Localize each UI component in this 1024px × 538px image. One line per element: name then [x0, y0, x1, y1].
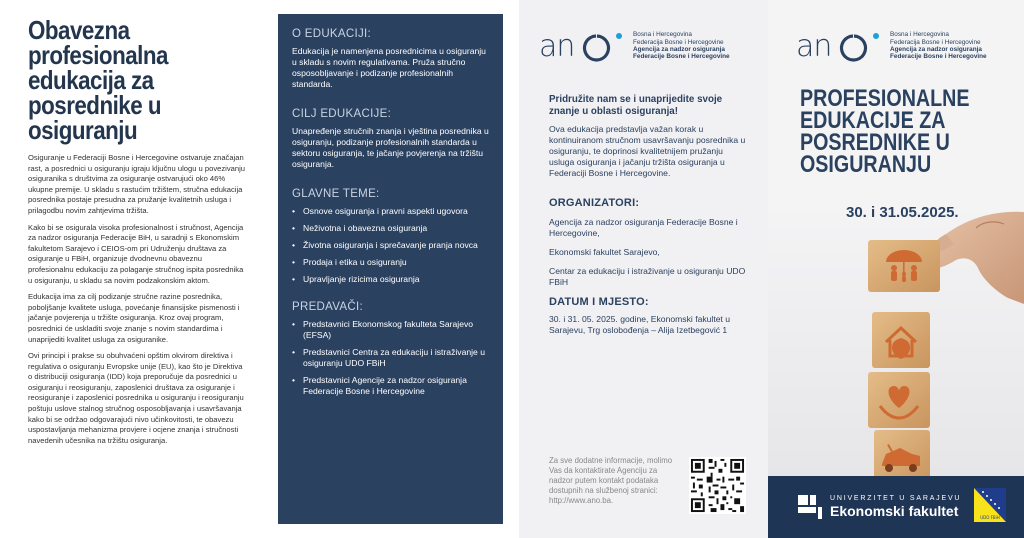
list-item: Ekonomski fakultet Sarajevo, [549, 247, 660, 257]
topics-heading: GLAVNE TEME: [292, 188, 380, 200]
speakers-heading: PREDAVAČI: [292, 301, 363, 313]
list-item: • Osnove osiguranja i pravni aspekti ugovora [292, 206, 489, 217]
speakers-list [292, 319, 489, 397]
goal-heading: CILJ EDUKACIJE: [292, 108, 392, 120]
list-item: • Prodaja i etika u osiguranju [292, 257, 489, 268]
join-intro: Ova edukacija predstavlja važan korak u kontinuiranom stručnom usavršavanju posrednika u osiguranju, te doprinosi kvalitetnijem pružanju usluga osiguranja i jačanju tržišta osiguranja u Federaciji Bosne i Hercegovine. [549, 124, 746, 178]
list-item: • Predstavnici Agencije za nadzor osiguranja Federacije Bosne i Hercegovine [292, 375, 489, 397]
ano-logo-text: Bosna i Hercegovina Federacija Bosne i Hercegovine Agencija za nadzor osiguranja Federacije Bosne i Hercegovine [890, 31, 987, 61]
cover-title: PROFESIONALNE EDUKACIJE ZA POSREDNIKE U OSIGURANJU [800, 85, 970, 178]
goal-text: Unapređenje stručnih znanja i vještina posrednika u osiguranju, podizanje profesionalnih standarda u sektoru osiguranja, te jačanje povjerenja na tržištu osiguranja. [292, 126, 489, 169]
details-panel [278, 14, 503, 524]
udo-fbih-logo [974, 488, 1006, 522]
date-text: 30. i 31. 05. 2025. godine, Ekonomski fakultet u Sarajevu, Trg oslobođenja – Alija Izetbegović 1 [549, 314, 731, 335]
list-item: • Životna osiguranja i sprečavanje pranja novca [292, 240, 489, 251]
list-item: • Upravljanje rizicima osiguranja [292, 274, 489, 285]
intro-paragraph: Edukacija ima za cilj podizanje stručne razine posrednika, poboljšanje kvalitete usluga, povećanje finansijske pismenosti i jačanje povjerenja u tržište osiguranja. Kroz ovaj program, posrednici će uskladiti svoje znanje s novim standardima i unaprijediti kvalitet usluga za osiguranike. [28, 292, 240, 344]
svg-text:UDO FBiH: UDO FBiH [980, 515, 1000, 520]
speakers-section [292, 301, 489, 397]
university-emblem-icon [798, 495, 822, 519]
about-heading: O EDUKACIJI: [292, 28, 372, 40]
intro-paragraph: Osiguranje u Federaciji Bosne i Hercegovine ostvaruje značajan rast, a posrednici u osiguranju igraju ključnu ulogu u povezivanju osiguranika s društvima za osiguranje ostvarujući oko 46% ukupne premije. U skladu s rastućim tržištem, stručna edukacija posrednika postaje presudna za pružanje kvalitetnih usluga i prilagodbu novim zahtjevima tržišta. [28, 153, 245, 215]
organizers-list [549, 217, 750, 288]
list-item: • Predstavnici Ekonomskog fakulteta Sarajevo (EFSA) [292, 319, 489, 341]
ano-logo-mark [796, 30, 882, 62]
topics-section [292, 188, 489, 285]
intro-paragraph: Kako bi se osigurala visoka profesionalnost i stručnost, Agencija za nadzor osiguranja Federacije BiH, u saradnji s Ekonomskim fakultetom Sarajevo i CEIOS-om pri Udruženju društava za osiguranje u FBiH, organizuje dvodnevnu obaveznu profesionalnu edukaciju za polaganje stručnog ispita posrednika u osiguranju, u skladu sa novim podzakonskim aktom. [28, 222, 244, 285]
cover-footer [768, 476, 1024, 538]
topics-list [292, 206, 489, 285]
organizers-heading: ORGANIZATORI: [549, 197, 640, 209]
intro-panel [0, 0, 263, 538]
university-name: UNIVERZITET U SARAJEVU [830, 495, 962, 502]
goal-section [292, 108, 489, 170]
intro-body [28, 153, 245, 446]
contact-text: Za sve dodatne informacije, molimo Vas da kontaktirate Agenciju za nadzor putem kontakt podataka dostupnih na službenoj stranici: http://www.ano.ba. [549, 456, 673, 505]
ano-logo [796, 30, 987, 62]
about-text: Edukacija je namenjena posrednicima u osiguranju u skladu s novim regulativama. Pruža stručno osposobljavanje i podizanje profesionalnih standarda. [292, 46, 486, 89]
list-item: • Neživotna i obavezna osiguranja [292, 223, 489, 234]
university-logo [798, 495, 961, 519]
main-heading: Obavezna profesionalna edukacija za posrednike u osiguranju [28, 15, 168, 145]
faculty-name: Ekonomski fakultet [830, 503, 959, 519]
join-heading: Pridružite nam se i unaprijedite svoje znanje u oblasti osiguranja! [549, 94, 723, 117]
cover-dates: 30. i 31.05.2025. [846, 204, 959, 221]
cover-panel [768, 0, 1024, 538]
date-heading: DATUM I MJESTO: [549, 296, 649, 308]
about-section [292, 28, 489, 90]
intro-paragraph: Ovi principi i prakse su obuhvaćeni opštim okvirom direktiva i regulativa o osiguranju Evropske unije (EU), kao što je Direktiva o distribuciji osiguranja (IDD) koja preporučuje da posrednici u osiguranju i reosiguranju, zaposlenici društava za osiguranje i reosiguranje i zaposlenici posrednika u osiguranju i reosiguranju poštuju uslove stalnog stručnog osposobljavanja i usavršavanja kako bi se održao odgovarajući nivo učinkovitosti, te obavezu uspostavljanja mehanizma provjere i ocjene znanja i stručnosti navedenih učesnika na tržištu osiguranja. [28, 351, 244, 445]
ano-logo-text: Bosna i Hercegovina Federacija Bosne i Hercegovine Agencija za nadzor osiguranja Federacije Bosne i Hercegovine [633, 31, 730, 61]
list-item: Centar za edukaciju i istraživanje u osiguranju UDO FBiH [549, 266, 746, 287]
ano-logo [539, 30, 750, 62]
svg-text:an: an [539, 30, 575, 62]
info-panel [519, 0, 768, 538]
qr-code[interactable] [689, 457, 746, 514]
svg-text:an: an [796, 30, 832, 62]
list-item: • Predstavnici Centra za edukaciju i istraživanje u osiguranju UDO FBiH [292, 347, 489, 369]
ano-logo-mark [539, 30, 625, 62]
list-item: Agencija za nadzor osiguranja Federacije Bosne i Hercegovine, [549, 217, 738, 238]
